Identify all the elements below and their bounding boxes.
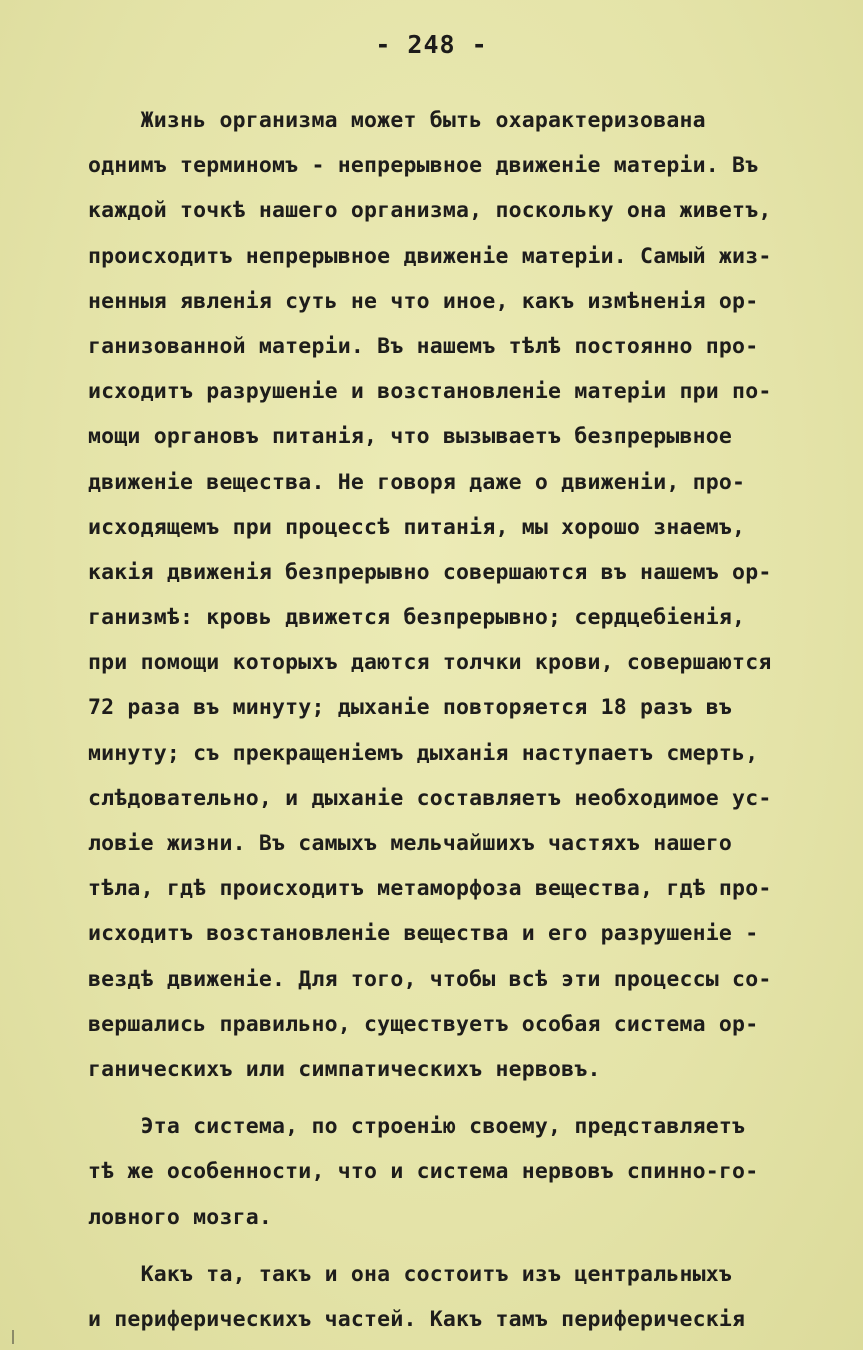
text-line: исходящемъ при процессѣ питанiя, мы хорошо знаемъ, bbox=[88, 514, 746, 540]
text-line: какiя движенiя безпрерывно совершаются въ нашемъ ор- bbox=[88, 559, 772, 585]
text-line: однимъ терминомъ - непрерывное движенiе матерiи. Въ bbox=[88, 153, 759, 179]
text-line: и периферическихъ частей. Какъ тамъ периферическiя bbox=[88, 1306, 746, 1332]
text-line: каждой точкѣ нашего организма, поскольку она живетъ, bbox=[88, 198, 772, 224]
paragraph-3 bbox=[88, 1252, 808, 1342]
text-line: при помощи которыхъ даются толчки крови, совершаются bbox=[88, 650, 772, 676]
paragraph-spacer bbox=[88, 1092, 808, 1104]
text-line: тѣ же особенности, что и система нервовъ спинно-го- bbox=[88, 1159, 759, 1185]
text-line: мощи органовъ питанiя, что вызываетъ безпрерывное bbox=[88, 424, 733, 450]
paragraph-spacer bbox=[88, 1240, 808, 1252]
text-line: ганическихъ или симпатическихъ нервовъ. bbox=[88, 1056, 601, 1082]
text-line: слѣдовательно, и дыханiе составляетъ необходимое ус- bbox=[88, 785, 772, 811]
text-line: Эта система, по строенiю своему, представляетъ bbox=[88, 1114, 746, 1140]
text-line: ловiе жизни. Въ самыхъ мельчайшихъ частяхъ нашего bbox=[88, 831, 733, 856]
paragraph-2 bbox=[88, 1104, 808, 1240]
text-line: происходитъ непрерывное движенiе матерiи. Самый жиз- bbox=[88, 243, 772, 269]
text-line: Жизнь организма может быть охарактеризована bbox=[88, 108, 706, 133]
text-line: ганизованной матерiи. Въ нашемъ тѣлѣ постоянно про- bbox=[88, 333, 759, 359]
text-line: ненныя явленiя суть не что иное, какъ измѣненiя ор- bbox=[88, 288, 759, 314]
text-line: минуту; съ прекращенiемъ дыханiя наступаетъ смерть, bbox=[88, 740, 759, 766]
text-line: Какъ та, такъ и она состоитъ изъ центральныхъ bbox=[88, 1261, 733, 1287]
paragraph-1 bbox=[88, 98, 808, 1092]
text-line: исходитъ возстановленiе вещества и его разрушенiе - bbox=[88, 921, 759, 947]
text-line: вершались правильно, существуетъ особая система ор- bbox=[88, 1011, 759, 1037]
text-line: движенiе вещества. Не говоря даже о движенiи, про- bbox=[88, 469, 746, 495]
text-line: ганизмѣ: кровь движется безпрерывно; сердцебiенiя, bbox=[88, 605, 746, 631]
text-line: ловного мозга. bbox=[88, 1204, 273, 1230]
margin-mark bbox=[12, 1330, 14, 1344]
body-text bbox=[88, 98, 808, 1342]
text-line: тѣла, гдѣ происходитъ метаморфоза вещества, гдѣ про- bbox=[88, 876, 772, 902]
text-line: 72 раза въ минуту; дыханiе повторяется 18 разъ въ bbox=[88, 695, 733, 721]
text-line: исходитъ разрушенiе и возстановленiе матерiи при по- bbox=[88, 379, 772, 405]
page-number: - 248 - bbox=[375, 30, 488, 59]
text-line: вездѣ движенiе. Для того, чтобы всѣ эти процессы со- bbox=[88, 966, 772, 992]
